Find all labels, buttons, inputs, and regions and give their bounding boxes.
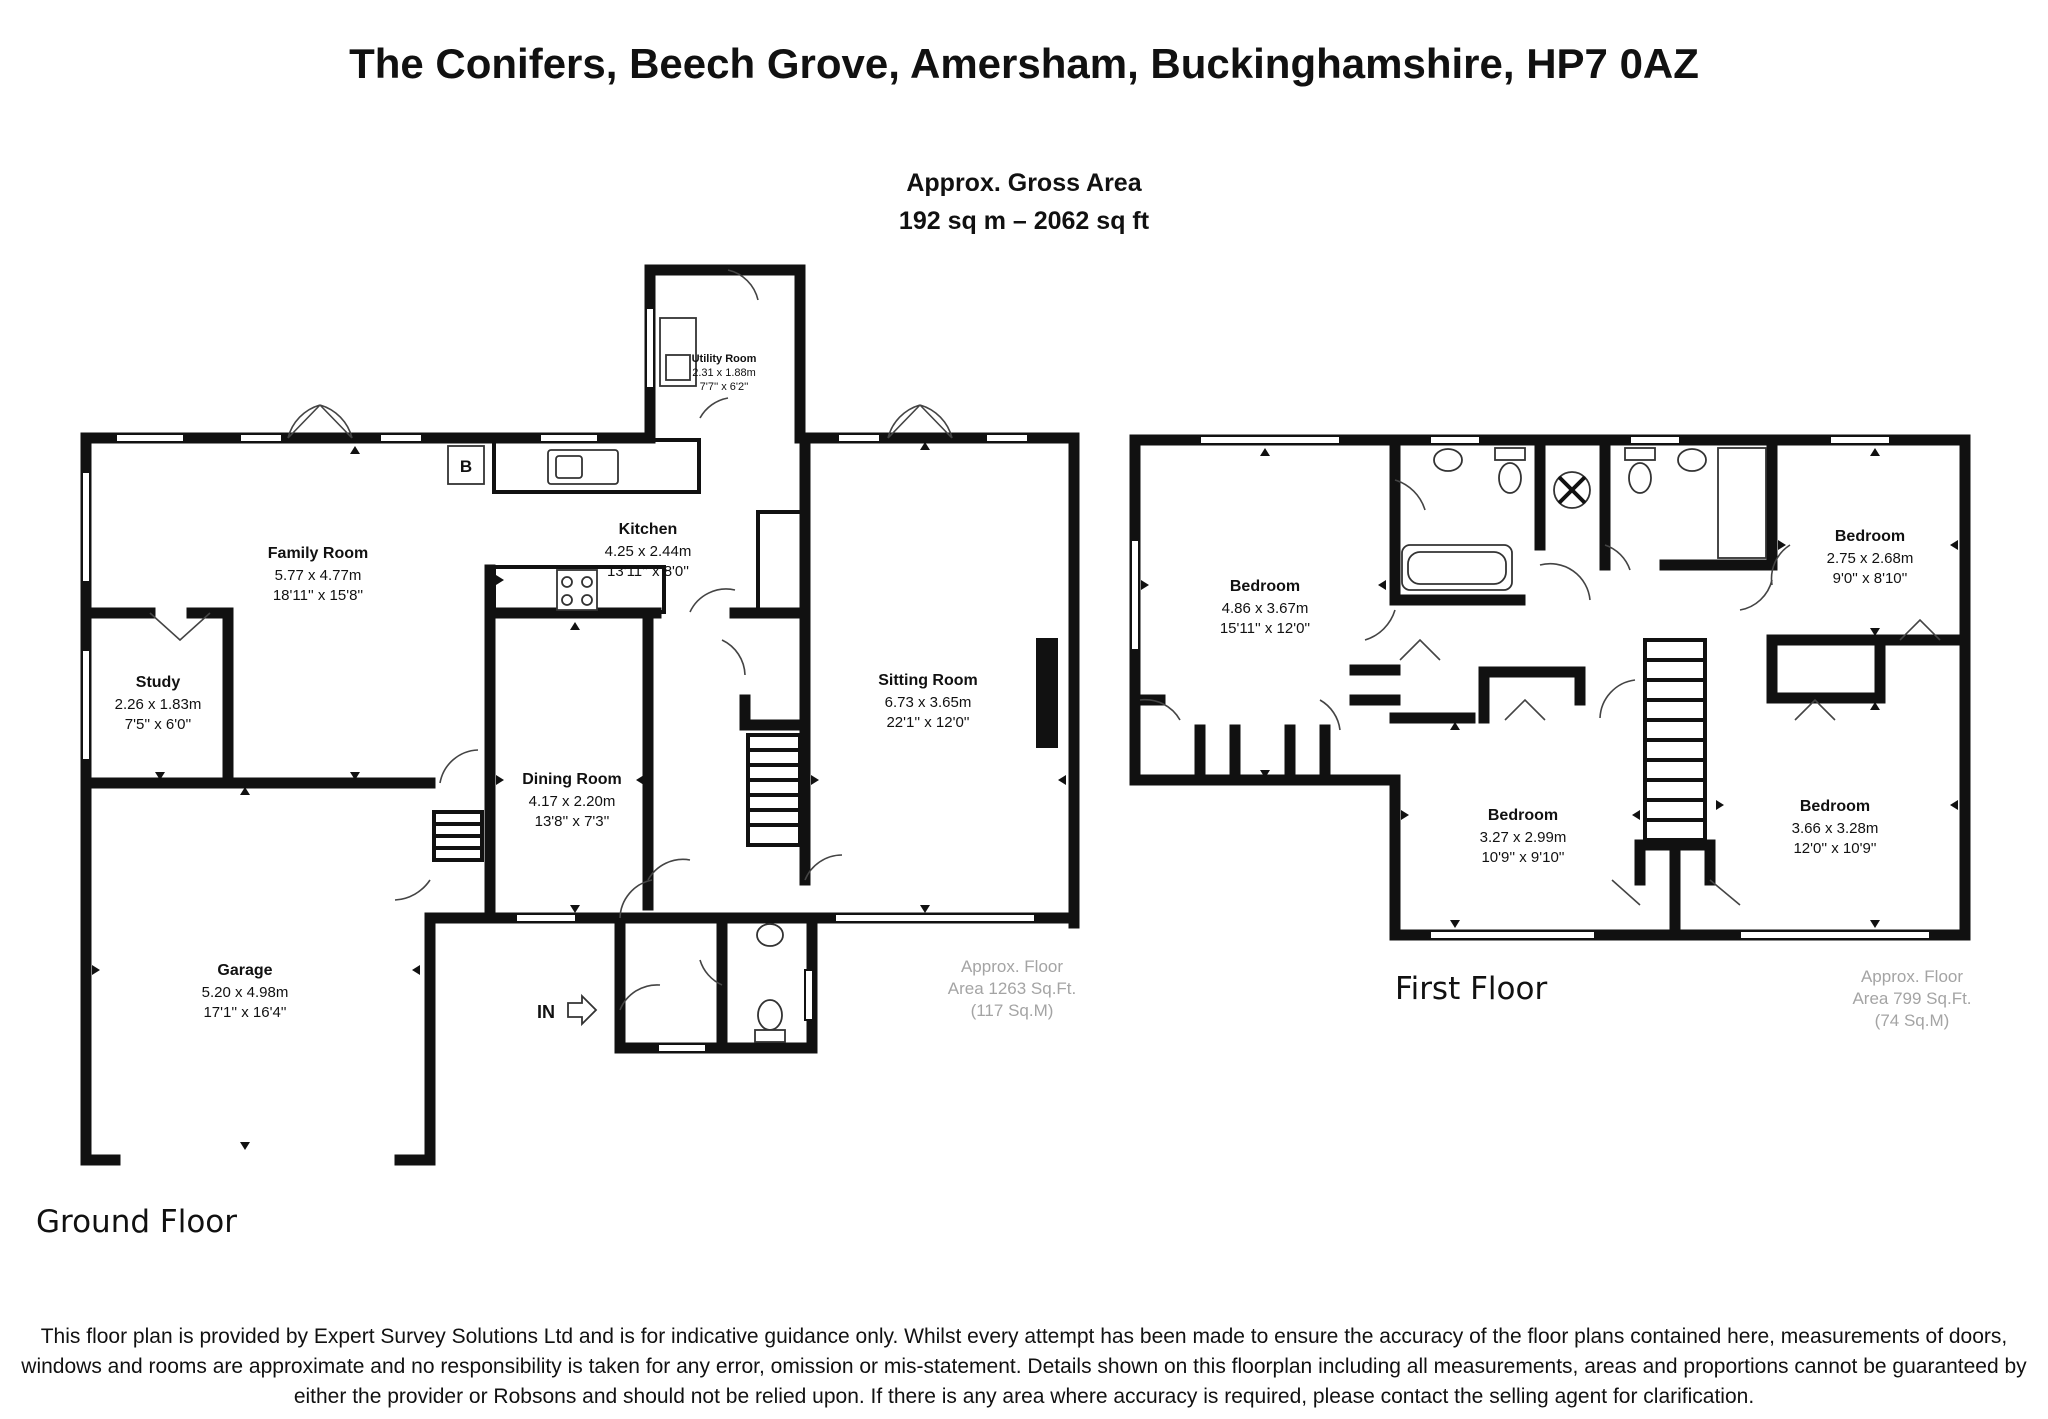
room-imperial-bedroom-4: 12'0'' x 10'9'' bbox=[1793, 840, 1877, 857]
room-imperial-kitchen: 13'11'' x 8'0'' bbox=[607, 563, 689, 580]
room-metric-bedroom-4: 3.66 x 3.28m bbox=[1791, 820, 1879, 837]
room-imperial-family-room: 18'11'' x 15'8'' bbox=[272, 587, 364, 604]
room-name-bedroom-3: Bedroom bbox=[1487, 807, 1559, 824]
room-name-family-room: Family Room bbox=[267, 545, 369, 562]
ground-floor-area-line1: Approx. Floor bbox=[960, 957, 1064, 976]
ground-floor-area-line2: Area 1263 Sq.Ft. bbox=[947, 979, 1077, 998]
first-floor-label: First Floor bbox=[1395, 971, 1548, 1007]
boiler-label: B bbox=[459, 457, 473, 476]
ground-floor-label: Ground Floor bbox=[36, 1204, 238, 1240]
room-name-garage: Garage bbox=[217, 962, 273, 979]
room-name-utility-room: Utility Room bbox=[691, 353, 757, 365]
page-title: The Conifers, Beech Grove, Amersham, Buckinghamshire, HP7 0AZ bbox=[349, 40, 1699, 87]
room-name-bedroom-2: Bedroom bbox=[1834, 528, 1906, 545]
room-name-bedroom-4: Bedroom bbox=[1799, 798, 1871, 815]
room-metric-bedroom-3: 3.27 x 2.99m bbox=[1479, 829, 1567, 846]
room-imperial-garage: 17'1'' x 16'4'' bbox=[203, 1004, 287, 1021]
room-metric-study: 2.26 x 1.83m bbox=[114, 696, 202, 713]
room-imperial-study: 7'5'' x 6'0'' bbox=[124, 716, 192, 733]
entrance-arrow-icon bbox=[568, 996, 596, 1024]
room-metric-bedroom-1: 4.86 x 3.67m bbox=[1221, 600, 1309, 617]
ground-floor-plan bbox=[36, 270, 1076, 1240]
room-name-sitting-room: Sitting Room bbox=[878, 672, 978, 689]
room-metric-utility-room: 2.31 x 1.88m bbox=[692, 367, 756, 379]
room-metric-dining-room: 4.17 x 2.20m bbox=[528, 793, 616, 810]
first-floor-area-line3: (74 Sq.M) bbox=[1874, 1011, 1950, 1030]
room-imperial-utility-room: 7'7'' x 6'2'' bbox=[699, 381, 749, 393]
room-metric-garage: 5.20 x 4.98m bbox=[201, 984, 289, 1001]
room-imperial-bedroom-1: 15'11'' x 12'0'' bbox=[1219, 620, 1311, 637]
entrance-label: IN bbox=[537, 1002, 555, 1022]
room-imperial-bedroom-2: 9'0'' x 8'10'' bbox=[1832, 570, 1908, 587]
room-imperial-sitting-room: 22'1'' x 12'0'' bbox=[886, 714, 970, 731]
room-metric-bedroom-2: 2.75 x 2.68m bbox=[1826, 550, 1914, 567]
room-name-study: Study bbox=[135, 674, 181, 691]
room-imperial-dining-room: 13'8'' x 7'3'' bbox=[534, 813, 610, 830]
room-name-dining-room: Dining Room bbox=[522, 771, 622, 788]
first-floor-area-line2: Area 799 Sq.Ft. bbox=[1852, 989, 1972, 1008]
room-metric-kitchen: 4.25 x 2.44m bbox=[604, 543, 692, 560]
first-floor-plan bbox=[1131, 436, 1972, 1030]
room-metric-family-room: 5.77 x 4.77m bbox=[274, 567, 362, 584]
first-floor-area-line1: Approx. Floor bbox=[1860, 967, 1964, 986]
room-name-bedroom-1: Bedroom bbox=[1229, 578, 1301, 595]
room-metric-sitting-room: 6.73 x 3.65m bbox=[884, 694, 972, 711]
room-name-kitchen: Kitchen bbox=[618, 521, 678, 538]
ground-floor-area-line3: (117 Sq.M) bbox=[970, 1001, 1054, 1020]
gross-area-label: Approx. Gross Area bbox=[906, 169, 1142, 197]
gross-area-value: 192 sq m – 2062 sq ft bbox=[898, 207, 1150, 235]
room-imperial-bedroom-3: 10'9'' x 9'10'' bbox=[1481, 849, 1565, 866]
disclaimer-text: This floor plan is provided by Expert Survey Solutions Ltd and is for indicative guidance only. Whilst every attempt has been made to ensure the accuracy of the floor plans contained here, measurements of doors, windows and rooms are approximate and no responsibility is taken for any error, omission or mis-statement. Details shown on this floorplan including all measurements, areas and proportions cannot be guaranteed by either the provider or Robsons and should not be relied upon. If there is any area where accuracy is required, please contact the selling agent for clarification. bbox=[21, 1325, 2027, 1408]
